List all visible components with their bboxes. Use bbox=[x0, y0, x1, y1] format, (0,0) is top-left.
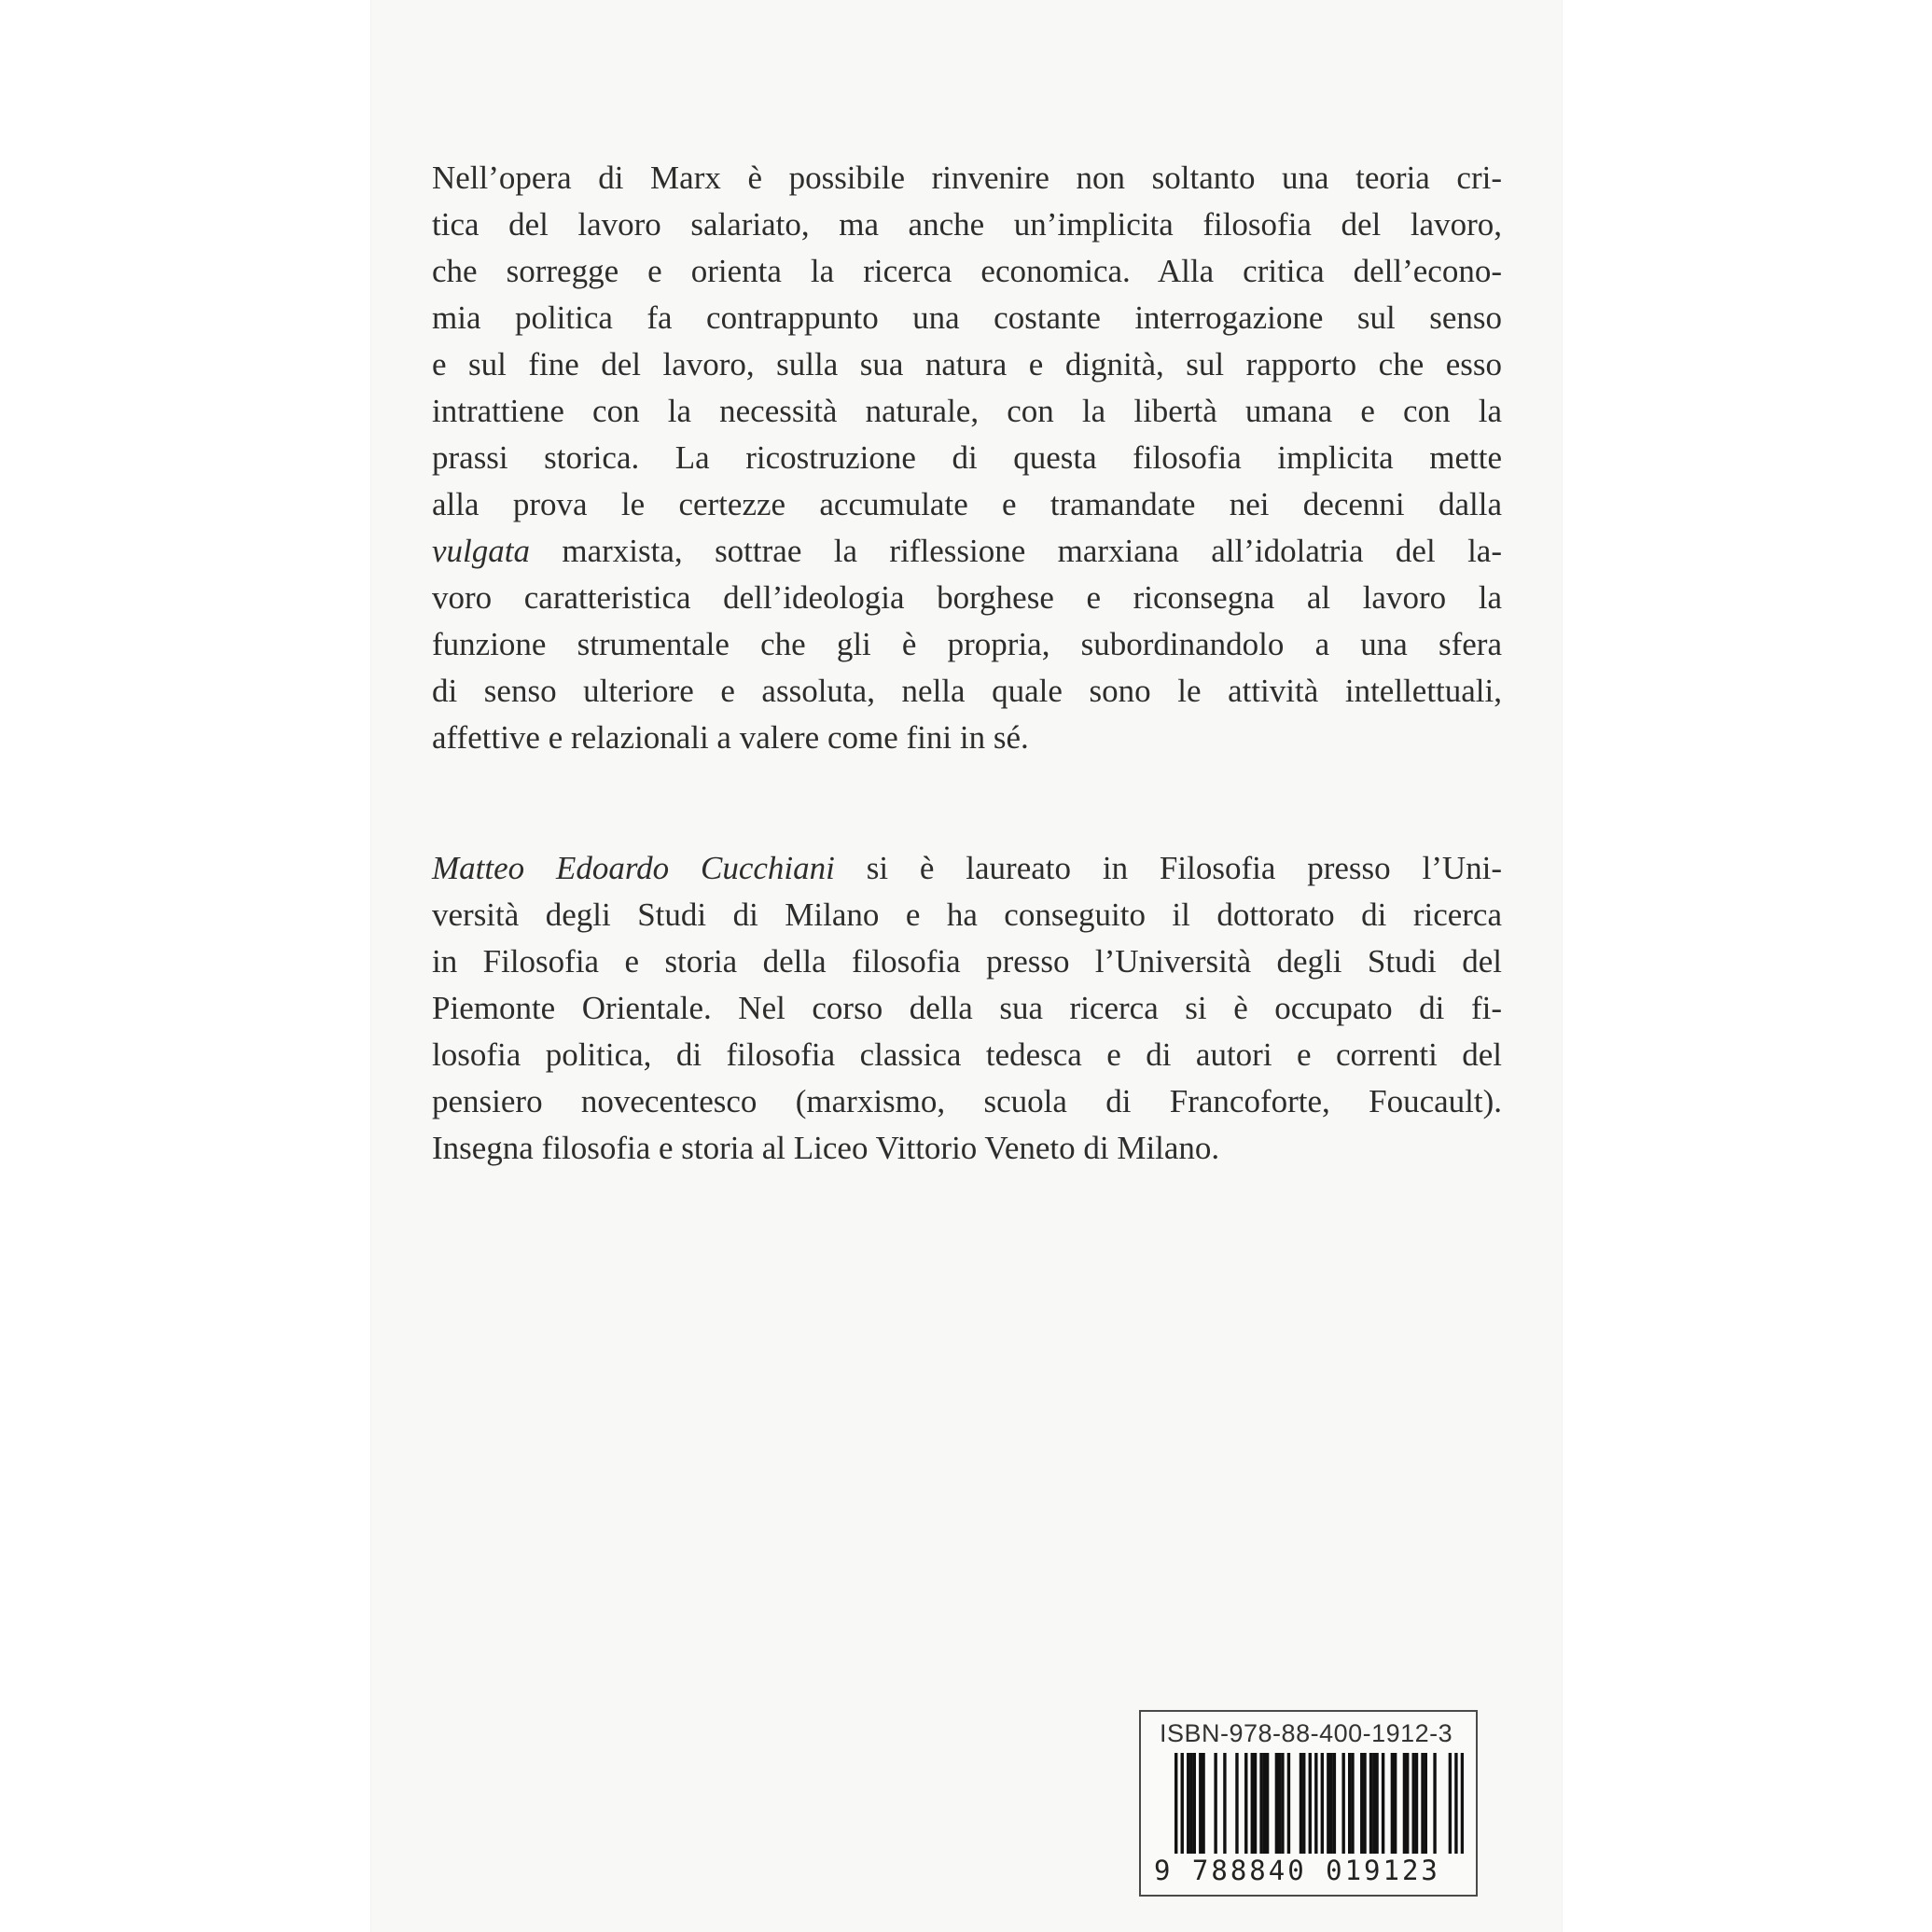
barcode-bar bbox=[1287, 1753, 1290, 1854]
barcode-bar bbox=[1412, 1753, 1415, 1854]
barcode-bar bbox=[1394, 1753, 1397, 1854]
barcode-bar bbox=[1189, 1753, 1192, 1854]
blurb-line: e sul fine del lavoro, sulla sua natura e dignità, sul rapporto che esso bbox=[432, 346, 1502, 382]
blurb-line: di senso ulteriore e assoluta, nella quale sono le attività intellettuali, bbox=[432, 673, 1502, 709]
bio-line-rest: si è laureato in Filosofia presso l’Uni- bbox=[866, 850, 1503, 886]
barcode-bar bbox=[1415, 1753, 1418, 1854]
barcode-bar bbox=[1281, 1753, 1284, 1854]
barcode-bar bbox=[1254, 1753, 1257, 1854]
blurb-line: Nell’opera di Marx è possibile rinvenire non soltanto una teoria cri- bbox=[432, 160, 1502, 196]
barcode-bar bbox=[1425, 1753, 1427, 1854]
isbn-label: ISBN-978-88-400-1912-3 bbox=[1160, 1719, 1453, 1747]
barcode-bar bbox=[1360, 1753, 1363, 1854]
barcode-bar bbox=[1327, 1753, 1329, 1854]
barcode-bar bbox=[1251, 1753, 1254, 1854]
barcode-bar bbox=[1223, 1753, 1226, 1854]
blurb-line: che sorregge e orienta la ricerca economica. Alla critica dell’econo- bbox=[432, 253, 1502, 289]
blurb-line: affettive e relazionali a valere come fini in sé. bbox=[432, 719, 1029, 756]
barcode-bar bbox=[1372, 1753, 1375, 1854]
barcode-bar bbox=[1406, 1753, 1409, 1854]
blurb-line: funzione strumentale che gli è propria, subordinandolo a una sfera bbox=[432, 626, 1502, 662]
author-bio-paragraph bbox=[432, 845, 1502, 1172]
bio-line: in Filosofia e storia della filosofia presso l’Università degli Studi del bbox=[432, 943, 1502, 980]
barcode-bar bbox=[1278, 1753, 1281, 1854]
barcode-bar bbox=[1202, 1753, 1204, 1854]
barcode-bar bbox=[1403, 1753, 1406, 1854]
barcode-bar bbox=[1275, 1753, 1278, 1854]
barcode-bar bbox=[1351, 1753, 1354, 1854]
barcode-bar bbox=[1375, 1753, 1378, 1854]
barcode-bar bbox=[1309, 1753, 1312, 1854]
barcode-bar bbox=[1193, 1753, 1196, 1854]
barcode-bar bbox=[1244, 1753, 1247, 1854]
barcode-bar bbox=[1300, 1753, 1302, 1854]
bio-line: losofia politica, di filosofia classica tedesca e di autori e correnti del bbox=[432, 1036, 1502, 1073]
barcode-bar bbox=[1329, 1753, 1332, 1854]
barcode-bar bbox=[1421, 1753, 1424, 1854]
blurb-line: prassi storica. La ricostruzione di questa filosofia implicita mette bbox=[432, 439, 1502, 476]
blurb-line-rest: marxista, sottrae la riflessione marxiana all’idolatria del la- bbox=[562, 533, 1502, 569]
bio-line: versità degli Studi di Milano e ha conseguito il dottorato di ricerca bbox=[432, 897, 1502, 933]
barcode-bar bbox=[1341, 1753, 1344, 1854]
barcode-bar bbox=[1259, 1753, 1262, 1854]
bio-line-with-author bbox=[432, 845, 1502, 892]
barcode-digits: 9 788840 019123 bbox=[1154, 1854, 1464, 1887]
barcode-bar bbox=[1382, 1753, 1384, 1854]
barcode-bar bbox=[1302, 1753, 1305, 1854]
barcode-bar bbox=[1433, 1753, 1436, 1854]
blurb-line: intrattiene con la necessità naturale, con la libertà umana e con la bbox=[432, 393, 1502, 429]
barcode-bar bbox=[1214, 1753, 1216, 1854]
bio-line: Insegna filosofia e storia al Liceo Vittorio Veneto di Milano. bbox=[432, 1130, 1220, 1166]
blurb-line: mia politica fa contrappunto una costante interrogazione sul senso bbox=[432, 299, 1502, 336]
barcode-bar bbox=[1266, 1753, 1269, 1854]
barcode-bar bbox=[1369, 1753, 1372, 1854]
blurb-paragraph bbox=[432, 155, 1502, 761]
isbn-barcode-box bbox=[1139, 1710, 1478, 1897]
blurb-line: voro caratteristica dell’ideologia borghese e riconsegna al lavoro la bbox=[432, 579, 1502, 616]
barcode-bar bbox=[1187, 1753, 1189, 1854]
barcode-bar bbox=[1348, 1753, 1351, 1854]
bio-line: pensiero novecentesco (marxismo, scuola di Francoforte, Foucault). bbox=[432, 1083, 1502, 1119]
barcode-bar bbox=[1199, 1753, 1202, 1854]
bio-line: Piemonte Orientale. Nel corso della sua ricerca si è occupato di fi- bbox=[432, 990, 1502, 1026]
barcode-bar bbox=[1363, 1753, 1366, 1854]
barcode-bar bbox=[1333, 1753, 1336, 1854]
italic-word-vulgata: vulgata bbox=[432, 533, 530, 569]
barcode-bar bbox=[1263, 1753, 1266, 1854]
blurb-line-with-italic bbox=[432, 528, 1502, 575]
barcode-bar bbox=[1391, 1753, 1394, 1854]
blurb-line: alla prova le certezze accumulate e tramandate nei decenni dalla bbox=[432, 486, 1502, 522]
author-name: Matteo Edoardo Cucchiani bbox=[432, 850, 835, 886]
blurb-line: tica del lavoro salariato, ma anche un’implicita filosofia del lavoro, bbox=[432, 206, 1502, 243]
barcode-bar bbox=[1449, 1753, 1452, 1854]
barcode-bar bbox=[1235, 1753, 1238, 1854]
